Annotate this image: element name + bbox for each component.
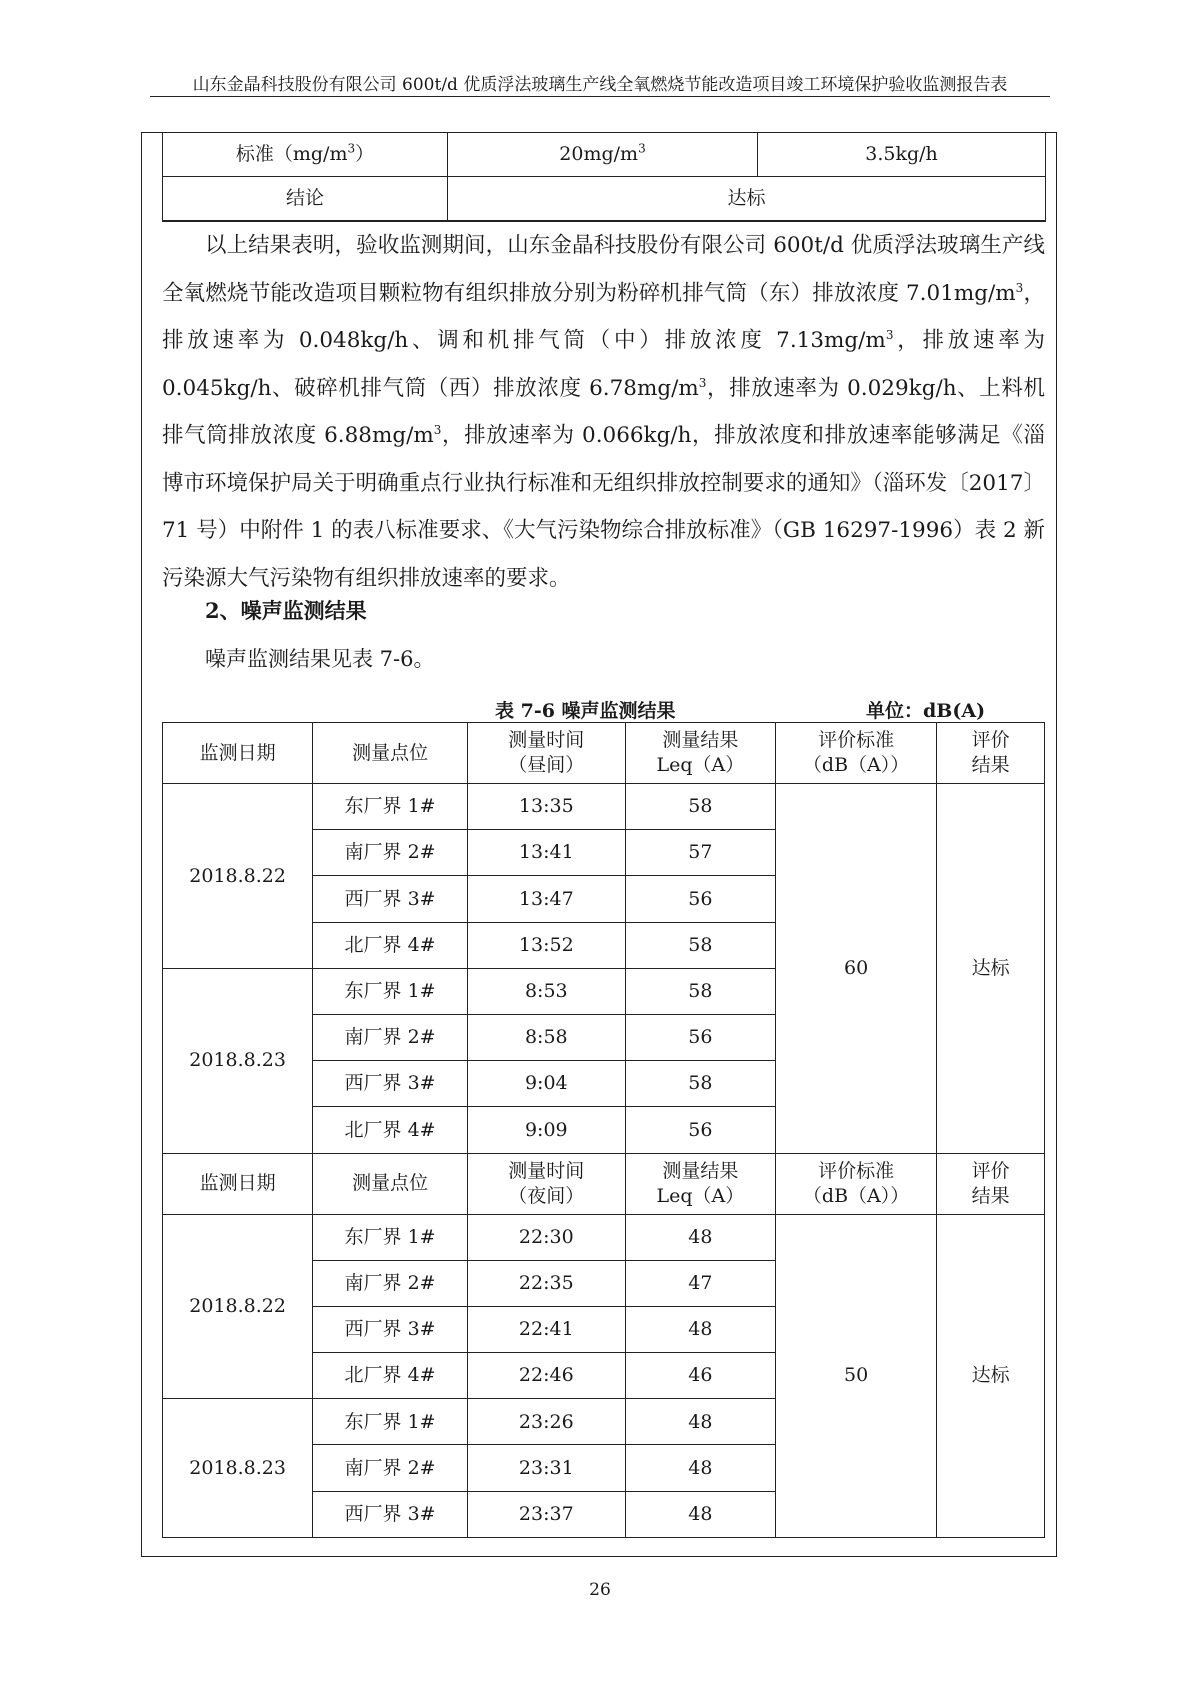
time-cell: 23:31 [467, 1445, 625, 1491]
time-cell: 22:41 [467, 1306, 625, 1352]
time-cell: 9:04 [467, 1061, 625, 1107]
header-time: 测量时间 （夜间） [467, 1153, 625, 1214]
date-cell: 2018.8.23 [163, 1399, 313, 1538]
time-cell: 13:35 [467, 784, 625, 830]
results-paragraph: 以上结果表明，验收监测期间，山东金晶科技股份有限公司 600t/d 优质浮法玻璃生产线全氧燃烧节能改造项目颗粒物有组织排放分别为粉碎机排气筒（东）排放浓度 $7.01mg/m^3$，排放速率为 0.048kg/h、调和机排气筒（中）排放浓度 $7.13mg/m^3$，排放速率为 0.045kg/h、破碎机排气筒（西）排放浓度 $6.78mg/m^3$，排放速率为 0.029kg/h、上料机排气筒排放浓度 $6.88mg/m^3$，排放速率为 0.066kg/h，排放浓度和排放速率能够满足《淄博市环境保护局关于明确重点行业执行标准和无组织排放控制要求的通知》（淄环发〔2017〕71 号）中附件 1 的表八标准要求、《大气污染物综合排放标准》（GB 16297-1996）表 2 新污染源大气污染物有组织排放速率的要求。 [162, 233, 1045, 591]
standard-concentration-cell: $20mg/m^3$ [448, 133, 758, 177]
conclusion-value-cell: 达标 [448, 177, 1046, 222]
date-cell: 2018.8.23 [163, 968, 313, 1153]
leq-cell: 48 [625, 1214, 775, 1260]
time-cell: 13:52 [467, 922, 625, 968]
table-row [163, 1214, 1045, 1260]
point-cell: 西厂界 3# [313, 1061, 468, 1107]
leq-cell: 48 [625, 1445, 775, 1491]
table-row [163, 784, 1045, 830]
evaluation-cell: 达标 [937, 1214, 1045, 1537]
date-cell: 2018.8.22 [163, 1214, 313, 1399]
standard-cell: 50 [776, 1214, 937, 1537]
leq-cell: 56 [625, 1014, 775, 1060]
header-evaluation: 评价 结果 [937, 723, 1045, 784]
time-cell: 8:53 [467, 968, 625, 1014]
header-date: 监测日期 [163, 1153, 313, 1214]
header-time: 测量时间 （昼间） [467, 723, 625, 784]
time-cell: 8:58 [467, 1014, 625, 1060]
point-cell: 南厂界 2# [313, 830, 468, 876]
leq-cell: 58 [625, 968, 775, 1014]
section-heading: 2、噪声监测结果 [205, 598, 367, 623]
page-header: 山东金晶科技股份有限公司 600t/d 优质浮法玻璃生产线全氧燃烧节能改造项目竣工环境保护验收监测报告表 [192, 75, 1008, 95]
table-caption: 表 7-6 噪声监测结果 [495, 700, 676, 722]
evaluation-cell: 达标 [937, 784, 1045, 1154]
header-evaluation: 评价 结果 [937, 1153, 1045, 1214]
header-point: 测量点位 [313, 723, 468, 784]
leq-cell: 46 [625, 1353, 775, 1399]
point-cell: 西厂界 3# [313, 1306, 468, 1352]
standard-row [163, 133, 1046, 177]
point-cell: 东厂界 1# [313, 1399, 468, 1445]
point-cell: 西厂界 3# [313, 1491, 468, 1537]
table-header-row [163, 1153, 1045, 1214]
header-point: 测量点位 [313, 1153, 468, 1214]
leq-cell: 48 [625, 1399, 775, 1445]
leq-cell: 58 [625, 922, 775, 968]
date-cell: 2018.8.22 [163, 784, 313, 969]
leq-cell: 48 [625, 1306, 775, 1352]
conclusion-label-cell: 结论 [163, 177, 448, 222]
time-cell: 9:09 [467, 1107, 625, 1153]
point-cell: 北厂界 4# [313, 1107, 468, 1153]
table-unit: 单位：dB(A) [866, 700, 986, 722]
point-cell: 南厂界 2# [313, 1260, 468, 1306]
point-cell: 东厂界 1# [313, 968, 468, 1014]
table-header-row [163, 723, 1045, 784]
leq-cell: 48 [625, 1491, 775, 1537]
point-cell: 东厂界 1# [313, 1214, 468, 1260]
time-cell: 23:37 [467, 1491, 625, 1537]
point-cell: 西厂界 3# [313, 876, 468, 922]
header-result: 测量结果 Leq（A） [625, 723, 775, 784]
header-standard: 评价标准 （dB（A）） [776, 723, 937, 784]
point-cell: 北厂界 4# [313, 1353, 468, 1399]
header-standard: 评价标准 （dB（A）） [776, 1153, 937, 1214]
standard-table [162, 132, 1046, 222]
header-result: 测量结果 Leq（A） [625, 1153, 775, 1214]
leq-cell: 58 [625, 784, 775, 830]
point-cell: 南厂界 2# [313, 1014, 468, 1060]
time-cell: 22:35 [467, 1260, 625, 1306]
header-date: 监测日期 [163, 723, 313, 784]
noise-table [162, 722, 1045, 1538]
leq-cell: 56 [625, 876, 775, 922]
standard-cell: 60 [776, 784, 937, 1154]
leq-cell: 47 [625, 1260, 775, 1306]
page-number: 26 [589, 1580, 611, 1600]
header-rule [150, 96, 1050, 97]
standard-label-cell: 标准$(mg/m^3)$ [163, 133, 448, 177]
time-cell: 13:47 [467, 876, 625, 922]
point-cell: 南厂界 2# [313, 1445, 468, 1491]
standard-rate-cell: 3.5kg/h [758, 133, 1046, 177]
leq-cell: 58 [625, 1061, 775, 1107]
point-cell: 东厂界 1# [313, 784, 468, 830]
conclusion-row [163, 177, 1046, 222]
time-cell: 23:26 [467, 1399, 625, 1445]
point-cell: 北厂界 4# [313, 922, 468, 968]
time-cell: 22:46 [467, 1353, 625, 1399]
leq-cell: 56 [625, 1107, 775, 1153]
section-intro: 噪声监测结果见表 7-6。 [205, 647, 435, 671]
time-cell: 22:30 [467, 1214, 625, 1260]
leq-cell: 57 [625, 830, 775, 876]
time-cell: 13:41 [467, 830, 625, 876]
